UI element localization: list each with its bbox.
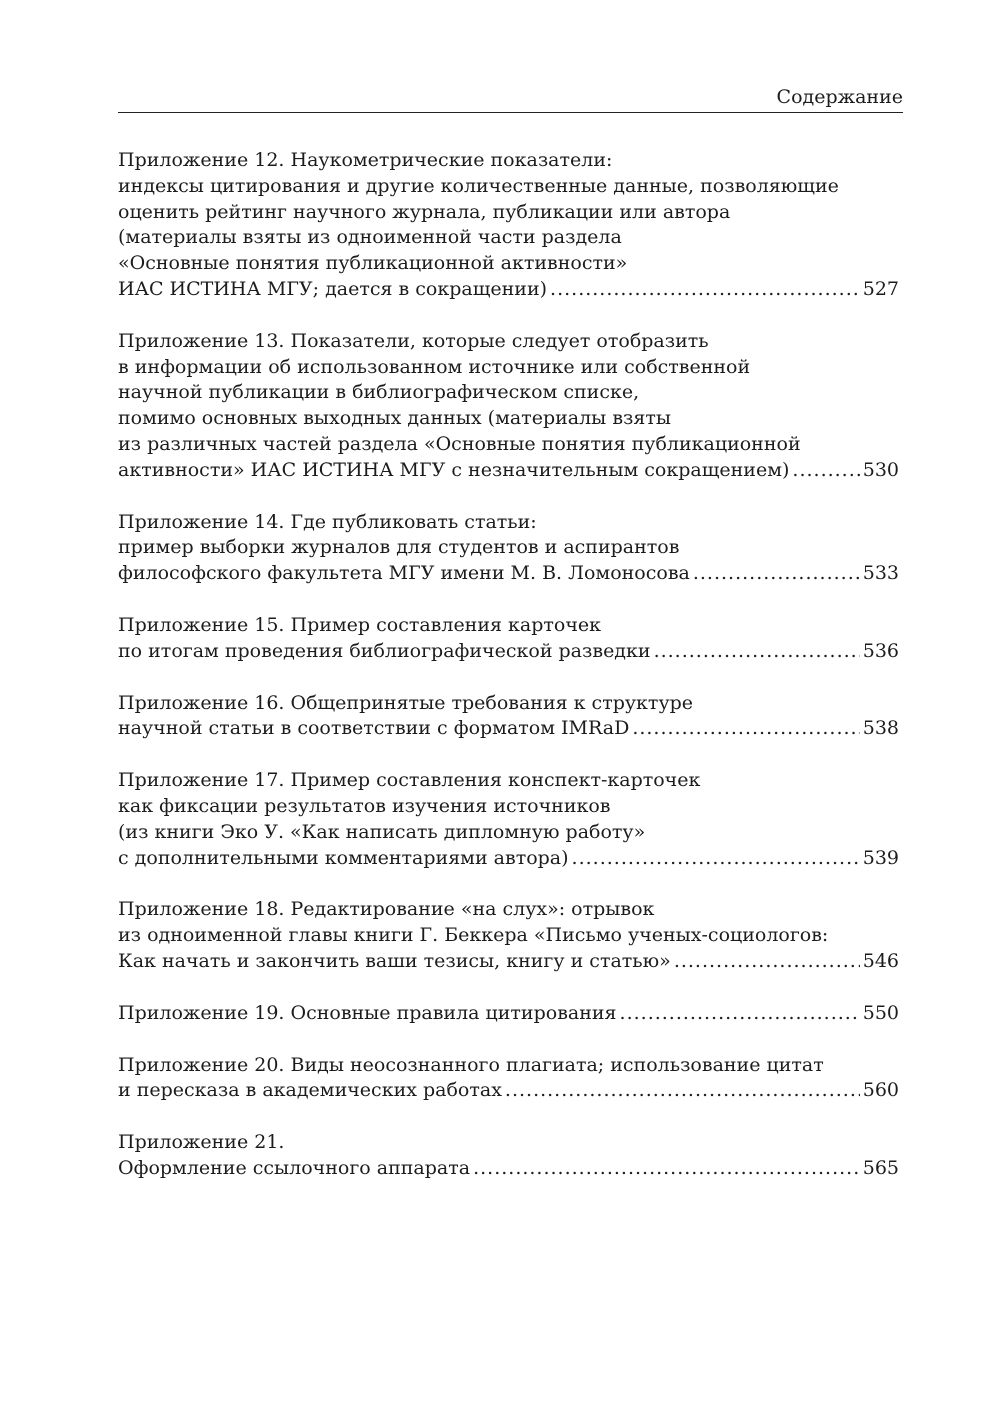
page-number: 533 (862, 562, 899, 585)
dot-leader (505, 1078, 860, 1104)
toc-line: в информации об использованном источнике или собственной (118, 355, 751, 378)
dot-leader (693, 561, 860, 587)
dot-leader (654, 639, 860, 665)
toc-entry-appendix-20[interactable] (118, 1053, 899, 1105)
dot-leader (550, 277, 860, 303)
page-number: 546 (862, 949, 899, 972)
dot-leader (473, 1156, 860, 1182)
toc-line: из различных частей раздела «Основные понятия публикационной (118, 432, 801, 455)
toc-line: Приложение 12. Наукометрические показатели: (118, 149, 613, 171)
page-number: 539 (862, 846, 899, 869)
toc-line: Приложение 20. Виды неосознанного плагиата; использование цитат (118, 1053, 824, 1076)
toc-line: научной статьи в соответствии с форматом IMRaD (118, 717, 630, 740)
toc-line: индексы цитирования и другие количественные данные, позволяющие (118, 174, 839, 197)
running-header (118, 86, 903, 113)
dot-leader (572, 846, 860, 872)
toc-line: как фиксации результатов изучения источников (118, 794, 611, 817)
dot-leader (792, 458, 859, 484)
toc-line: Как начать и закончить ваши тезисы, книгу и статью» (118, 949, 671, 972)
page-number: 560 (862, 1079, 899, 1102)
toc-line: Приложение 14. Где публиковать статьи: (118, 510, 537, 533)
toc-line: философского факультета МГУ имени М. В. Ломоносова (118, 562, 690, 585)
toc-line: (материалы взяты из одноименной части раздела (118, 226, 622, 249)
table-of-contents (118, 148, 899, 1182)
toc-line: Оформление ссылочного аппарата (118, 1156, 471, 1179)
toc-line: с дополнительными комментариями автора) (118, 846, 569, 869)
toc-line: Приложение 18. Редактирование «на слух»: отрывок (118, 898, 655, 921)
toc-entry-appendix-18[interactable] (118, 897, 899, 974)
toc-line: Приложение 19. Основные правила цитирования (118, 1001, 617, 1024)
dot-leader (620, 1001, 860, 1027)
toc-line: из одноименной главы книги Г. Беккера «Письмо ученых-социологов: (118, 924, 829, 947)
toc-line: Приложение 17. Пример составления конспект-карточек (118, 769, 701, 792)
dot-leader (674, 949, 860, 975)
toc-line: (из книги Эко У. «Как написать дипломную работу» (118, 820, 646, 843)
toc-line: помимо основных выходных данных (материалы взяты (118, 407, 672, 430)
dot-leader (632, 716, 859, 742)
toc-entry-appendix-21[interactable] (118, 1130, 899, 1182)
toc-line: Приложение 15. Пример составления карточек (118, 613, 602, 636)
page-number: 527 (862, 277, 899, 300)
toc-line: ИАС ИСТИНА МГУ; дается в сокращении) (118, 277, 548, 300)
toc-line: Приложение 16. Общепринятые требования к структуре (118, 691, 694, 714)
page-number: 536 (862, 639, 899, 662)
page-number: 530 (862, 458, 899, 481)
toc-line: и пересказа в академических работах (118, 1079, 502, 1102)
page-number: 565 (862, 1156, 899, 1179)
toc-line: активности» ИАС ИСТИНА МГУ с незначительным сокращением) (118, 458, 790, 481)
toc-entry-appendix-16[interactable] (118, 691, 899, 743)
toc-entry-appendix-14[interactable] (118, 510, 899, 587)
running-header-title: Содержание (776, 86, 903, 108)
toc-entry-appendix-13[interactable] (118, 329, 899, 484)
toc-line: «Основные понятия публикационной активности» (118, 252, 628, 275)
page-number: 550 (862, 1001, 899, 1024)
toc-line: Приложение 13. Показатели, которые следует отобразить (118, 329, 709, 352)
toc-entry-appendix-19[interactable] (118, 1001, 899, 1027)
toc-entry-appendix-15[interactable] (118, 613, 899, 665)
toc-line: по итогам проведения библиографической разведки (118, 639, 651, 662)
toc-entry-appendix-17[interactable] (118, 768, 899, 871)
toc-line: Приложение 21. (118, 1131, 285, 1154)
page-number: 538 (862, 717, 899, 740)
toc-line: оценить рейтинг научного журнала, публикации или автора (118, 200, 731, 223)
toc-entry-appendix-12[interactable] (118, 148, 899, 303)
toc-line: научной публикации в библиографическом списке, (118, 381, 640, 404)
toc-line: пример выборки журналов для студентов и аспирантов (118, 536, 680, 559)
